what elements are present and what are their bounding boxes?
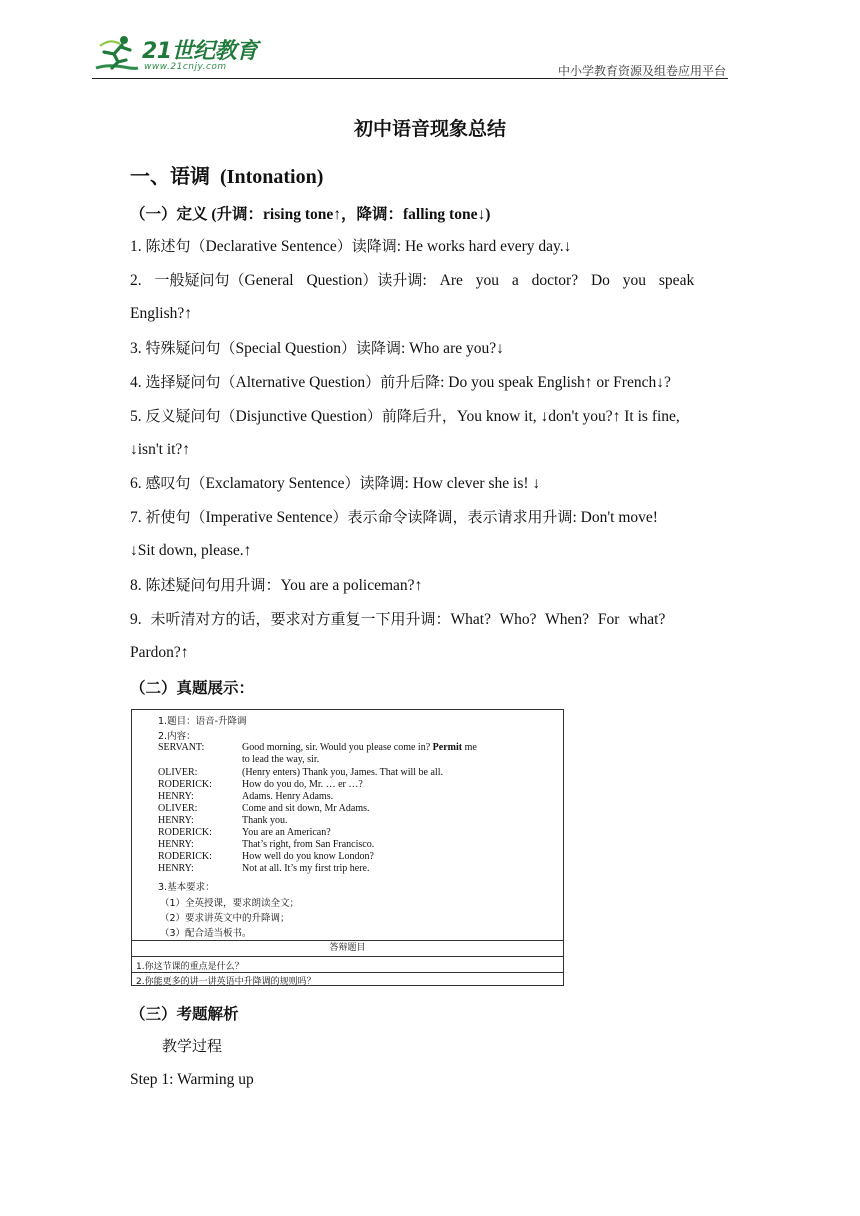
- dialogue-line: Adams. Henry Adams.: [242, 791, 334, 802]
- dialogue-speaker: RODERICK:: [158, 827, 212, 838]
- dialogue-text: Good morning, sir. Would you please come in?: [242, 742, 433, 753]
- logo-url: www.21cnjy.com: [144, 62, 227, 72]
- list-item-continuation: Pardon?↑: [130, 644, 189, 661]
- dialogue-speaker: OLIVER:: [158, 767, 198, 778]
- dialogue-text: me: [462, 742, 477, 753]
- list-item: [130, 236, 730, 257]
- dialogue-speaker: SERVANT:: [158, 742, 205, 753]
- dialogue-speaker: HENRY:: [158, 791, 194, 802]
- section-heading: [130, 160, 323, 189]
- requirement-item: [160, 925, 252, 939]
- subsection-text: (升调：rising tone↑，降调：falling tone↓): [211, 206, 491, 223]
- dialogue-line: That’s right, from San Francisco.: [242, 839, 375, 850]
- item-cn2: ）读降调: [336, 237, 397, 255]
- item-cn: 祈使句（: [145, 508, 206, 526]
- dialogue-line: Not at all. It’s my first trip here.: [242, 863, 370, 874]
- platform-name: 中小学教育资源及组卷应用平台: [557, 64, 726, 78]
- item-en: Disjunctive Question: [235, 408, 367, 425]
- teaching-process-label: [162, 1036, 762, 1057]
- list-item: [130, 270, 730, 291]
- dialogue-speaker: HENRY:: [158, 815, 194, 826]
- runner-logo-icon: [94, 34, 140, 74]
- subsection-definition: [130, 202, 490, 224]
- subsection-label: （三）考题解析: [130, 1005, 239, 1023]
- requirement-item: [160, 895, 299, 909]
- item-example: : Do you speak English↑ or French↓?: [440, 374, 671, 391]
- step-heading: Step 1: Warming up: [130, 1071, 254, 1088]
- item-number: 7.: [130, 509, 142, 526]
- dialogue-line: You are an American?: [242, 827, 331, 838]
- dialogue-line-continuation: to lead the way, sir.: [242, 754, 320, 765]
- subsection-label: （二）真题展示：: [130, 679, 255, 697]
- list-item: [130, 338, 730, 359]
- dialogue-line: How well do you know London?: [242, 851, 374, 862]
- item-cn: 反义疑问句（: [145, 407, 236, 425]
- exam-topic: [158, 713, 247, 727]
- list-item: [130, 575, 730, 596]
- list-item: [130, 507, 730, 528]
- item-en: General Question: [244, 272, 363, 289]
- dialogue-speaker: HENRY:: [158, 863, 194, 874]
- exam-topic-text: 1.题目：语音-升降调: [158, 716, 247, 727]
- exam-content: [132, 710, 563, 941]
- dialogue-speaker: RODERICK:: [158, 851, 212, 862]
- defense-heading: 答辩题目: [132, 940, 563, 957]
- site-logo[interactable]: [92, 30, 262, 76]
- item-en: Special Question: [235, 340, 341, 357]
- item-cn: 选择疑问句（: [145, 373, 236, 391]
- requirements-label: [158, 879, 215, 893]
- item-example: You are a policeman?↑: [280, 577, 423, 594]
- item-cn: 感叹句（: [145, 474, 206, 492]
- item-number: 1.: [130, 238, 142, 255]
- list-item: [130, 609, 730, 630]
- item-cn2: ）前升后降: [365, 373, 441, 391]
- item-example: What? Who? When? For what?: [450, 611, 666, 628]
- item-example: : Don't move!: [572, 509, 658, 526]
- document-title: 初中语音现象总结: [353, 118, 506, 140]
- defense-divider: [132, 972, 563, 973]
- dialogue-line: [242, 742, 477, 753]
- dialogue-bold-word: Permit: [432, 742, 463, 753]
- list-item: [130, 473, 730, 494]
- subsection-label: （一）定义: [130, 205, 208, 223]
- item-number: 3.: [130, 340, 142, 357]
- item-example: : Are you a doctor? Do you speak: [422, 272, 695, 289]
- item-en: Alternative Question: [235, 374, 366, 391]
- list-item-continuation: ↓Sit down, please.↑: [130, 542, 252, 559]
- dialogue-line: Thank you.: [242, 815, 288, 826]
- dialogue-speaker: HENRY:: [158, 839, 194, 850]
- subsection-exam: [130, 676, 254, 698]
- page-header: [92, 30, 728, 80]
- subsection-analysis: [130, 1002, 239, 1024]
- list-item: [130, 406, 730, 427]
- item-cn2: ）前降后升，: [366, 407, 457, 425]
- item-en: Declarative Sentence: [205, 238, 337, 255]
- item-number: 4.: [130, 374, 142, 391]
- teaching-process-text: 教学过程: [162, 1037, 223, 1055]
- item-number: 2.: [130, 272, 142, 289]
- section-heading-cn: 一、语调: [130, 164, 210, 188]
- item-cn2: ）读降调: [340, 339, 401, 357]
- item-en: Imperative Sentence: [205, 509, 333, 526]
- item-cn2: ）读降调: [344, 474, 405, 492]
- dialogue-line: Come and sit down, Mr Adams.: [242, 803, 370, 814]
- item-cn: 陈述疑问句用升调：: [145, 576, 281, 594]
- item-number: 5.: [130, 408, 142, 425]
- list-item: [130, 372, 730, 393]
- requirement-text: （2）要求讲英文中的升降调；: [160, 913, 290, 924]
- header-divider: [92, 78, 728, 79]
- item-cn: 一般疑问句（: [154, 271, 245, 289]
- list-item-continuation: ↓isn't it?↑: [130, 441, 191, 458]
- item-cn2: ）读升调: [362, 271, 423, 289]
- defense-question: 1.你这节课的重点是什么？: [136, 962, 244, 972]
- item-cn: 陈述句（: [145, 237, 206, 255]
- requirement-text: （1）全英授课，要求朗读全文；: [160, 898, 300, 909]
- dialogue-line: How do you do, Mr. … er …?: [242, 779, 363, 790]
- requirement-text: （3）配合适当板书。: [160, 928, 252, 939]
- list-item-continuation: English?↑: [130, 305, 192, 322]
- exam-content-label-text: 2.内容：: [158, 731, 196, 742]
- item-cn: 未听清对方的话，要求对方重复一下用升调：: [150, 610, 451, 628]
- item-cn2: ）表示命令读降调，表示请求用升调: [332, 508, 573, 526]
- item-en: Exclamatory Sentence: [205, 475, 345, 492]
- item-example: : How clever she is! ↓: [404, 475, 541, 492]
- exam-question-box: [131, 709, 564, 986]
- item-example: : Who are you?↓: [401, 340, 504, 357]
- item-number: 9.: [130, 611, 142, 628]
- requirement-item: [160, 910, 290, 924]
- item-example: : He works hard every day.↓: [396, 238, 572, 255]
- exam-content-label: [158, 728, 196, 742]
- item-cn: 特殊疑问句（: [145, 339, 236, 357]
- dialogue-speaker: RODERICK:: [158, 779, 212, 790]
- item-number: 8.: [130, 577, 142, 594]
- item-example: You know it, ↓don't you?↑ It is fine,: [456, 408, 680, 425]
- section-heading-en: (Intonation): [220, 166, 324, 188]
- defense-question: 2.你能更多的讲一讲英语中升降调的规则吗？: [136, 977, 316, 987]
- dialogue-line: (Henry enters) Thank you, James. That will be all.: [242, 767, 443, 778]
- logo-text: 21世纪教育: [142, 39, 258, 64]
- requirements-label-text: 3.基本要求：: [158, 882, 215, 893]
- item-number: 6.: [130, 475, 142, 492]
- dialogue-speaker: OLIVER:: [158, 803, 198, 814]
